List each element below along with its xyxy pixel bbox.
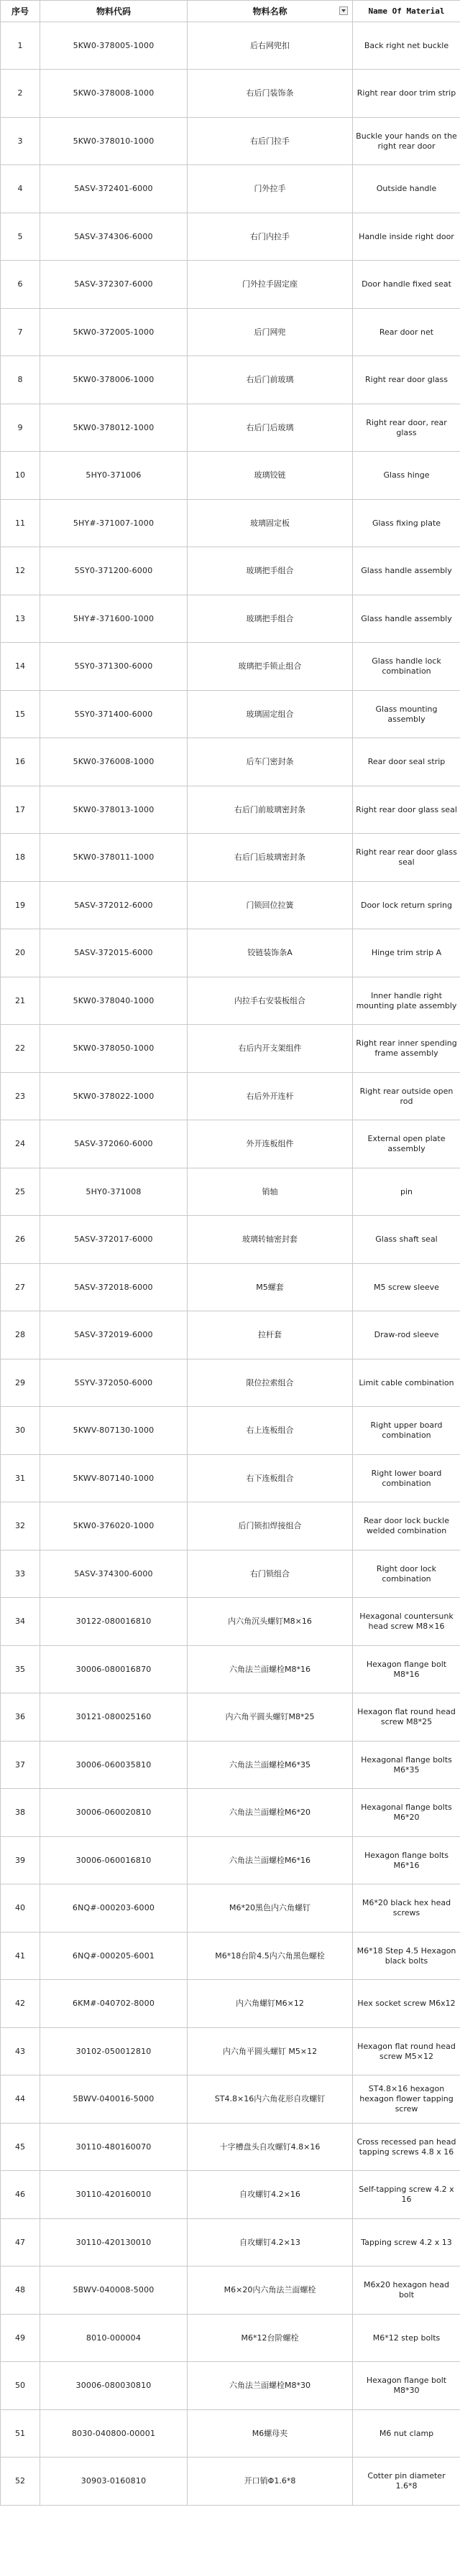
- cell-name: 自攻螺钉4.2×13: [188, 2219, 353, 2266]
- cell-name: M6*12台阶螺栓: [188, 2315, 353, 2362]
- cell-english: Glass hinge: [353, 452, 460, 500]
- table-body: [1, 22, 460, 2506]
- cell-code: 5HY0-371006: [40, 452, 188, 500]
- cell-name: M6*18台阶4.5内六角黑色螺栓: [188, 1933, 353, 1980]
- cell-name: 玻璃固定板: [188, 500, 353, 547]
- cell-code: 5SYV-372050-6000: [40, 1359, 188, 1407]
- table-row: [1, 2171, 460, 2219]
- cell-seq: 29: [1, 1359, 40, 1407]
- header-code: 物料代码: [40, 1, 188, 22]
- cell-seq: 38: [1, 1789, 40, 1837]
- cell-name: 右后门前玻璃: [188, 356, 353, 404]
- table-row: [1, 1216, 460, 1264]
- cell-code: 30110-420160010: [40, 2171, 188, 2219]
- cell-code: 5KW0-378008-1000: [40, 70, 188, 118]
- table-row: [1, 882, 460, 929]
- cell-name: 后车门密封条: [188, 738, 353, 786]
- cell-english: Right upper board combination: [353, 1407, 460, 1455]
- cell-seq: 43: [1, 2028, 40, 2075]
- cell-code: 5BWV-040016-5000: [40, 2075, 188, 2124]
- cell-english: Rear door net: [353, 309, 460, 356]
- table-row: [1, 2458, 460, 2506]
- cell-seq: 26: [1, 1216, 40, 1264]
- cell-english: Self-tapping screw 4.2 x 16: [353, 2171, 460, 2219]
- cell-seq: 1: [1, 22, 40, 70]
- cell-name: M6×20内六角法兰面螺栓: [188, 2266, 353, 2315]
- cell-english: M6 nut clamp: [353, 2410, 460, 2458]
- cell-seq: 48: [1, 2266, 40, 2315]
- table-row: [1, 70, 460, 118]
- cell-code: 5KW0-378005-1000: [40, 22, 188, 70]
- header-name: [188, 1, 353, 22]
- cell-name: 内拉手右安装板组合: [188, 977, 353, 1025]
- table-row: [1, 356, 460, 404]
- cell-english: Glass handle assembly: [353, 547, 460, 595]
- cell-seq: 16: [1, 738, 40, 786]
- cell-code: 5KW0-378022-1000: [40, 1073, 188, 1120]
- cell-name: 销轴: [188, 1168, 353, 1216]
- cell-english: Rear door lock buckle welded combination: [353, 1502, 460, 1550]
- cell-code: 5SY0-371200-6000: [40, 547, 188, 595]
- cell-seq: 11: [1, 500, 40, 547]
- cell-english: M5 screw sleeve: [353, 1264, 460, 1311]
- cell-name: 后门网兜: [188, 309, 353, 356]
- cell-seq: 2: [1, 70, 40, 118]
- cell-seq: 35: [1, 1646, 40, 1693]
- cell-code: 5ASV-372401-6000: [40, 165, 188, 213]
- cell-code: 30006-080030810: [40, 2362, 188, 2410]
- cell-english: Right rear door trim strip: [353, 70, 460, 118]
- cell-code: 5KW0-372005-1000: [40, 309, 188, 356]
- cell-code: 5SY0-371400-6000: [40, 691, 188, 738]
- table-row: [1, 500, 460, 547]
- cell-english: M6*12 step bolts: [353, 2315, 460, 2362]
- cell-name: 玻璃固定组合: [188, 691, 353, 738]
- cell-name: 六角法兰面螺栓M8*30: [188, 2362, 353, 2410]
- cell-english: M6x20 hexagon head bolt: [353, 2266, 460, 2315]
- cell-name: 右上连板组合: [188, 1407, 353, 1455]
- cell-english: Right lower board combination: [353, 1455, 460, 1502]
- cell-seq: 20: [1, 929, 40, 977]
- table-row: [1, 1168, 460, 1216]
- cell-code: 30006-060020810: [40, 1789, 188, 1837]
- table-row: [1, 643, 460, 691]
- cell-code: 5KW0-376008-1000: [40, 738, 188, 786]
- cell-english: Door handle fixed seat: [353, 261, 460, 309]
- cell-english: Hexagon flange bolt M8*30: [353, 2362, 460, 2410]
- cell-name: 铰链装饰条A: [188, 929, 353, 977]
- table-row: [1, 22, 460, 70]
- cell-name: ST4.8×16内六角花形自攻螺钉: [188, 2075, 353, 2124]
- cell-english: Buckle your hands on the right rear door: [353, 118, 460, 165]
- cell-seq: 33: [1, 1550, 40, 1598]
- cell-seq: 31: [1, 1455, 40, 1502]
- cell-code: 5ASV-372019-6000: [40, 1311, 188, 1359]
- cell-seq: 14: [1, 643, 40, 691]
- cell-name: 内六角平圆头螺钉 M5×12: [188, 2028, 353, 2075]
- cell-name: 十字槽盘头自攻螺钉4.8×16: [188, 2124, 353, 2171]
- cell-name: 右门内拉手: [188, 213, 353, 261]
- cell-code: 5ASV-372060-6000: [40, 1120, 188, 1168]
- header-english: Name Of Material: [353, 1, 460, 22]
- cell-seq: 40: [1, 1884, 40, 1933]
- cell-code: 5KW0-378010-1000: [40, 118, 188, 165]
- cell-code: 5KW0-378013-1000: [40, 786, 188, 834]
- cell-english: Inner handle right mounting plate assembly: [353, 977, 460, 1025]
- cell-english: Hex socket screw M6x12: [353, 1980, 460, 2028]
- table-row: [1, 1884, 460, 1933]
- cell-seq: 21: [1, 977, 40, 1025]
- cell-name: 右后门前玻璃密封条: [188, 786, 353, 834]
- cell-seq: 30: [1, 1407, 40, 1455]
- cell-english: Hexagonal flange bolts M6*35: [353, 1742, 460, 1789]
- table-row: [1, 309, 460, 356]
- cell-english: Handle inside right door: [353, 213, 460, 261]
- table-row: [1, 1407, 460, 1455]
- cell-code: 5ASV-374306-6000: [40, 213, 188, 261]
- cell-code: 5ASV-372307-6000: [40, 261, 188, 309]
- cell-english: Hexagon flat round head screw M8*25: [353, 1693, 460, 1742]
- table-row: [1, 1025, 460, 1073]
- cell-english: Right rear door glass: [353, 356, 460, 404]
- cell-name: 右后门拉手: [188, 118, 353, 165]
- cell-name: 拉杆套: [188, 1311, 353, 1359]
- cell-seq: 22: [1, 1025, 40, 1073]
- cell-name: 六角法兰面螺栓M6*35: [188, 1742, 353, 1789]
- cell-name: 内六角沉头螺钉M8×16: [188, 1598, 353, 1646]
- cell-name: 右后门装饰条: [188, 70, 353, 118]
- cell-code: 5SY0-371300-6000: [40, 643, 188, 691]
- cell-code: 5ASV-372012-6000: [40, 882, 188, 929]
- table-row: [1, 404, 460, 452]
- table-row: [1, 1646, 460, 1693]
- cell-name: 右门锁组合: [188, 1550, 353, 1598]
- cell-seq: 36: [1, 1693, 40, 1742]
- cell-code: 5HY0-371008: [40, 1168, 188, 1216]
- cell-seq: 49: [1, 2315, 40, 2362]
- cell-english: Hexagon flange bolts M6*16: [353, 1837, 460, 1884]
- table-row: [1, 834, 460, 882]
- cell-name: M5螺套: [188, 1264, 353, 1311]
- cell-english: Hexagonal countersunk head screw M8×16: [353, 1598, 460, 1646]
- cell-seq: 37: [1, 1742, 40, 1789]
- cell-code: 6NQ#-000205-6001: [40, 1933, 188, 1980]
- table-row: [1, 1980, 460, 2028]
- cell-seq: 25: [1, 1168, 40, 1216]
- cell-seq: 15: [1, 691, 40, 738]
- table-row: [1, 2315, 460, 2362]
- cell-english: Draw-rod sleeve: [353, 1311, 460, 1359]
- cell-english: Right rear outside open rod: [353, 1073, 460, 1120]
- table-row: [1, 1837, 460, 1884]
- cell-code: 5ASV-374300-6000: [40, 1550, 188, 1598]
- cell-seq: 8: [1, 356, 40, 404]
- cell-name: 玻璃把手锁止组合: [188, 643, 353, 691]
- cell-code: 5KWV-807140-1000: [40, 1455, 188, 1502]
- cell-name: 开口销Φ1.6*8: [188, 2458, 353, 2506]
- table-row: [1, 1933, 460, 1980]
- cell-english: Hexagon flat round head screw M5×12: [353, 2028, 460, 2075]
- cell-code: 5ASV-372015-6000: [40, 929, 188, 977]
- cell-code: 30121-080025160: [40, 1693, 188, 1742]
- cell-english: Hexagon flange bolt M8*16: [353, 1646, 460, 1693]
- cell-seq: 10: [1, 452, 40, 500]
- cell-english: Glass handle assembly: [353, 595, 460, 643]
- cell-seq: 24: [1, 1120, 40, 1168]
- cell-code: 8010-000004: [40, 2315, 188, 2362]
- cell-seq: 42: [1, 1980, 40, 2028]
- cell-seq: 47: [1, 2219, 40, 2266]
- table-row: [1, 738, 460, 786]
- cell-seq: 45: [1, 2124, 40, 2171]
- cell-english: Limit cable combination: [353, 1359, 460, 1407]
- table-row: [1, 261, 460, 309]
- cell-english: Back right net buckle: [353, 22, 460, 70]
- cell-english: Tapping screw 4.2 x 13: [353, 2219, 460, 2266]
- cell-name: 门外拉手: [188, 165, 353, 213]
- cell-code: 5KW0-378040-1000: [40, 977, 188, 1025]
- table-row: [1, 1598, 460, 1646]
- table-row: [1, 1359, 460, 1407]
- cell-english: Right rear door glass seal: [353, 786, 460, 834]
- cell-code: 30102-050012810: [40, 2028, 188, 2075]
- table-row: [1, 1550, 460, 1598]
- cell-english: M6*18 Step 4.5 Hexagon black bolts: [353, 1933, 460, 1980]
- cell-seq: 12: [1, 547, 40, 595]
- cell-name: 六角法兰面螺栓M8*16: [188, 1646, 353, 1693]
- table-row: [1, 165, 460, 213]
- cell-seq: 3: [1, 118, 40, 165]
- cell-name: 门锁回位拉簧: [188, 882, 353, 929]
- cell-code: 6NQ#-000203-6000: [40, 1884, 188, 1933]
- cell-code: 5KW0-376020-1000: [40, 1502, 188, 1550]
- cell-seq: 32: [1, 1502, 40, 1550]
- cell-name: 限位拉索组合: [188, 1359, 353, 1407]
- cell-code: 30122-080016810: [40, 1598, 188, 1646]
- table-row: [1, 2028, 460, 2075]
- cell-name: 六角法兰面螺栓M6*20: [188, 1789, 353, 1837]
- table-row: [1, 2075, 460, 2124]
- cell-name: 右后门后玻璃密封条: [188, 834, 353, 882]
- cell-code: 30110-480160070: [40, 2124, 188, 2171]
- cell-code: 5ASV-372018-6000: [40, 1264, 188, 1311]
- cell-code: 5KW0-378006-1000: [40, 356, 188, 404]
- table-row: [1, 1742, 460, 1789]
- cell-seq: 19: [1, 882, 40, 929]
- cell-english: ST4.8×16 hexagon hexagon flower tapping screw: [353, 2075, 460, 2124]
- header-name-label: 物料名称: [252, 6, 288, 17]
- cell-name: 右后外开连杆: [188, 1073, 353, 1120]
- table-row: [1, 2410, 460, 2458]
- table-row: [1, 547, 460, 595]
- cell-seq: 4: [1, 165, 40, 213]
- cell-seq: 17: [1, 786, 40, 834]
- cell-english: Hinge trim strip A: [353, 929, 460, 977]
- cell-english: External open plate assembly: [353, 1120, 460, 1168]
- cell-english: Glass fixing plate: [353, 500, 460, 547]
- cell-seq: 5: [1, 213, 40, 261]
- table-row: [1, 595, 460, 643]
- cell-english: Outside handle: [353, 165, 460, 213]
- cell-code: 5KW0-378012-1000: [40, 404, 188, 452]
- table-row: [1, 1311, 460, 1359]
- cell-english: M6*20 black hex head screws: [353, 1884, 460, 1933]
- cell-name: 右后内开支架组件: [188, 1025, 353, 1073]
- cell-name: 玻璃转轴密封套: [188, 1216, 353, 1264]
- cell-code: 30006-080016870: [40, 1646, 188, 1693]
- cell-english: Right rear rear door glass seal: [353, 834, 460, 882]
- cell-seq: 18: [1, 834, 40, 882]
- cell-english: Glass shaft seal: [353, 1216, 460, 1264]
- table-row: [1, 2266, 460, 2315]
- cell-code: 30006-060016810: [40, 1837, 188, 1884]
- cell-english: Right rear door, rear glass: [353, 404, 460, 452]
- cell-english: Rear door seal strip: [353, 738, 460, 786]
- cell-seq: 51: [1, 2410, 40, 2458]
- cell-english: Cotter pin diameter 1.6*8: [353, 2458, 460, 2506]
- cell-english: Hexagonal flange bolts M6*20: [353, 1789, 460, 1837]
- cell-name: 内六角平圆头螺钉M8*25: [188, 1693, 353, 1742]
- cell-code: 5BWV-040008-5000: [40, 2266, 188, 2315]
- cell-seq: 23: [1, 1073, 40, 1120]
- cell-seq: 6: [1, 261, 40, 309]
- cell-seq: 46: [1, 2171, 40, 2219]
- cell-name: 右下连板组合: [188, 1455, 353, 1502]
- table-row: [1, 1455, 460, 1502]
- cell-name: M6螺母夹: [188, 2410, 353, 2458]
- cell-seq: 44: [1, 2075, 40, 2124]
- cell-name: 后右网兜扣: [188, 22, 353, 70]
- table-row: [1, 1120, 460, 1168]
- cell-code: 5ASV-372017-6000: [40, 1216, 188, 1264]
- cell-name: 内六角螺钉M6×12: [188, 1980, 353, 2028]
- cell-code: 5HY#-371007-1000: [40, 500, 188, 547]
- cell-code: 5KW0-378050-1000: [40, 1025, 188, 1073]
- cell-seq: 27: [1, 1264, 40, 1311]
- cell-name: 玻璃把手组合: [188, 547, 353, 595]
- cell-code: 5HY#-371600-1000: [40, 595, 188, 643]
- cell-english: Right door lock combination: [353, 1550, 460, 1598]
- cell-seq: 41: [1, 1933, 40, 1980]
- cell-name: 玻璃把手组合: [188, 595, 353, 643]
- cell-code: 30110-420130010: [40, 2219, 188, 2266]
- cell-seq: 50: [1, 2362, 40, 2410]
- cell-code: 5KW0-378011-1000: [40, 834, 188, 882]
- table-row: [1, 691, 460, 738]
- filter-dropdown-icon[interactable]: [339, 6, 348, 15]
- table-row: [1, 1502, 460, 1550]
- table-row: [1, 1073, 460, 1120]
- table-row: [1, 786, 460, 834]
- cell-name: 后门锁扣焊接组合: [188, 1502, 353, 1550]
- table-row: [1, 977, 460, 1025]
- table-row: [1, 1789, 460, 1837]
- cell-name: 外开连板组件: [188, 1120, 353, 1168]
- cell-seq: 7: [1, 309, 40, 356]
- table-row: [1, 1264, 460, 1311]
- cell-name: 自攻螺钉4.2×16: [188, 2171, 353, 2219]
- cell-seq: 28: [1, 1311, 40, 1359]
- table-row: [1, 2219, 460, 2266]
- table-row: [1, 118, 460, 165]
- cell-code: 6KM#-040702-8000: [40, 1980, 188, 2028]
- cell-seq: 9: [1, 404, 40, 452]
- cell-english: Right rear inner spending frame assembly: [353, 1025, 460, 1073]
- cell-seq: 34: [1, 1598, 40, 1646]
- cell-seq: 13: [1, 595, 40, 643]
- cell-english: Door lock return spring: [353, 882, 460, 929]
- cell-code: 8030-040800-00001: [40, 2410, 188, 2458]
- table-row: [1, 1693, 460, 1742]
- cell-seq: 52: [1, 2458, 40, 2506]
- cell-english: Glass handle lock combination: [353, 643, 460, 691]
- cell-english: Glass mounting assembly: [353, 691, 460, 738]
- cell-code: 30903-0160810: [40, 2458, 188, 2506]
- cell-code: 5KWV-807130-1000: [40, 1407, 188, 1455]
- table-row: [1, 213, 460, 261]
- header-row: [1, 1, 460, 22]
- cell-name: 六角法兰面螺栓M6*16: [188, 1837, 353, 1884]
- cell-name: 门外拉手固定座: [188, 261, 353, 309]
- cell-name: M6*20黑色内六角螺钉: [188, 1884, 353, 1933]
- table-row: [1, 2124, 460, 2171]
- header-seq: 序号: [1, 1, 40, 22]
- table-row: [1, 2362, 460, 2410]
- cell-name: 玻璃铰链: [188, 452, 353, 500]
- table-row: [1, 452, 460, 500]
- cell-name: 右后门后玻璃: [188, 404, 353, 452]
- table-row: [1, 929, 460, 977]
- cell-english: Cross recessed pan head tapping screws 4.8 x 16: [353, 2124, 460, 2171]
- cell-english: pin: [353, 1168, 460, 1216]
- cell-seq: 39: [1, 1837, 40, 1884]
- cell-code: 30006-060035810: [40, 1742, 188, 1789]
